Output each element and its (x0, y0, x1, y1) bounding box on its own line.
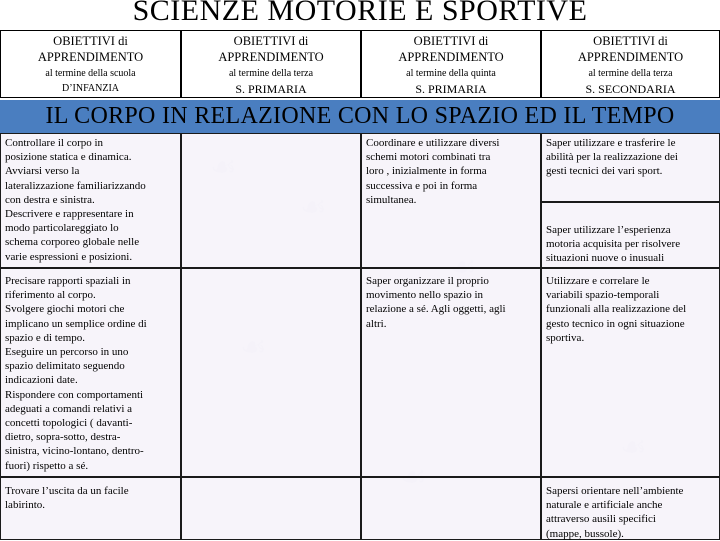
cell-r1-secondaria-a (541, 133, 720, 202)
cell-line: Avviarsi verso la (5, 165, 80, 178)
cell-r3-secondaria (541, 477, 720, 540)
cell-line: modo particolareggiato lo (5, 222, 119, 235)
header-line2: APPRENDIMENTO (398, 50, 504, 64)
cell-line: riferimento al corpo. (5, 289, 96, 302)
cell-line: fuori) rispetto a sé. (5, 459, 89, 472)
page-title: SCIENZE MOTORIE E SPORTIVE (132, 0, 588, 27)
cell-line: implicano un semplice ordine di (5, 317, 147, 330)
cell-r2-quinta (361, 268, 541, 477)
header-line2: APPRENDIMENTO (577, 50, 684, 64)
cell-r3-terza (181, 477, 361, 540)
header-line2: APPRENDIMENTO (218, 50, 324, 64)
cell-line: Sapersi orientare nell’ambiente (546, 485, 684, 497)
cell-line: lateralizzazione familiarizzando (5, 179, 146, 192)
header-line3: al termine della terza (228, 68, 314, 79)
cell-line: naturale e artificiale anche (546, 499, 663, 512)
cell-r2-infanzia (0, 268, 181, 477)
header-line4: S. PRIMARIA (415, 82, 487, 96)
cell-line: con destra e sinistra. (5, 193, 95, 206)
cell-r3-infanzia (0, 477, 181, 540)
cell-line: relazione a sé. Agli oggetti, agli (366, 303, 506, 316)
cell-line: Coordinare e utilizzare diversi (366, 137, 500, 149)
cell-line: abilità per la realizzazione dei (546, 151, 678, 164)
cell-r1-infanzia (0, 133, 181, 268)
cell-line: Saper organizzare il proprio (366, 275, 489, 287)
header-primaria-terza (181, 30, 361, 98)
cell-line: Descrivere e rappresentare in (5, 208, 134, 221)
cell-line: sportiva. (546, 331, 585, 344)
cell-line: dietro, sopra-sotto, destra- (5, 431, 121, 444)
header-line1: OBIETTIVI di (53, 34, 128, 48)
cell-line: Trovare l’uscita da un facile (5, 485, 129, 497)
cell-r2-secondaria (541, 268, 720, 477)
cell-line: Eseguire un percorso in uno (5, 346, 129, 359)
header-line4: S. SECONDARIA (585, 82, 676, 96)
cell-line: schema corporeo globale nelle (5, 236, 140, 249)
cell-r3-quinta (361, 477, 541, 540)
cell-line: variabili spazio-temporali (546, 289, 660, 302)
cell-line: adeguati a comandi relativi a (5, 402, 133, 415)
cell-line: (mappe, bussole). (546, 527, 624, 540)
header-secondaria (541, 30, 720, 98)
cell-line: altri. (366, 317, 387, 330)
cell-line: Saper utilizzare l’esperienza (546, 224, 671, 236)
cell-line: labirinto. (5, 499, 46, 512)
cell-line: Controllare il corpo in (5, 137, 104, 149)
cell-line: spazio e di tempo. (5, 331, 86, 344)
header-line3: al termine della terza (588, 68, 673, 79)
cell-line: gesto tecnico in ogni situazione (546, 317, 685, 330)
cell-line: movimento nello spazio in (366, 289, 484, 302)
cell-line: spazio delimitato seguendo (5, 360, 125, 373)
cell-line: Utilizzare e correlare le (546, 275, 650, 287)
cell-line: loro , inizialmente in forma (366, 165, 487, 178)
header-line4: S. PRIMARIA (235, 82, 307, 96)
cell-line: attraverso ausili specifici (546, 513, 656, 526)
cell-line: successiva e poi in forma (366, 179, 478, 192)
header-line3: al termine della scuola (45, 68, 136, 79)
header-line1: OBIETTIVI di (233, 34, 309, 48)
cell-line: motoria acquisita per risolvere (546, 238, 681, 251)
header-line4: D’INFANZIA (61, 83, 120, 94)
header-line1: OBIETTIVI di (413, 34, 489, 48)
cell-line: Rispondere con comportamenti (5, 388, 144, 401)
cell-line: gesti tecnici dei vari sport. (546, 165, 663, 178)
cell-line: situazioni nuove o inusuali (546, 252, 665, 265)
cell-line: concetti topologici ( davanti- (5, 417, 133, 430)
cell-line: simultanea. (366, 193, 417, 206)
cell-line: indicazioni date. (5, 374, 78, 387)
header-infanzia (0, 30, 181, 98)
cell-line: Precisare rapporti spaziali in (5, 275, 131, 287)
cell-line: Svolgere giochi motori che (5, 303, 125, 316)
cell-line: varie espressioni e posizioni. (5, 250, 133, 263)
header-primaria-quinta (361, 30, 541, 98)
cell-line: sinistra, vicino-lontano, dentro- (5, 445, 144, 458)
header-line2: APPRENDIMENTO (37, 50, 144, 64)
cell-line: Saper utilizzare e trasferire le (546, 137, 676, 149)
cell-r2-terza (181, 268, 361, 477)
section-band: IL CORPO IN RELAZIONE CON LO SPAZIO ED IL TEMPO (0, 100, 720, 133)
cell-line: funzionali alla realizzazione del (546, 303, 687, 316)
cell-r1-quinta (361, 133, 541, 268)
header-line3: al termine della quinta (406, 68, 496, 79)
cell-r1-terza (181, 133, 361, 268)
objectives-table (0, 133, 720, 540)
cell-line: schemi motori combinati tra (366, 151, 491, 164)
header-line1: OBIETTIVI di (593, 34, 668, 48)
cell-line: posizione statica e dinamica. (5, 151, 132, 164)
cell-r1-secondaria-b (541, 202, 720, 268)
